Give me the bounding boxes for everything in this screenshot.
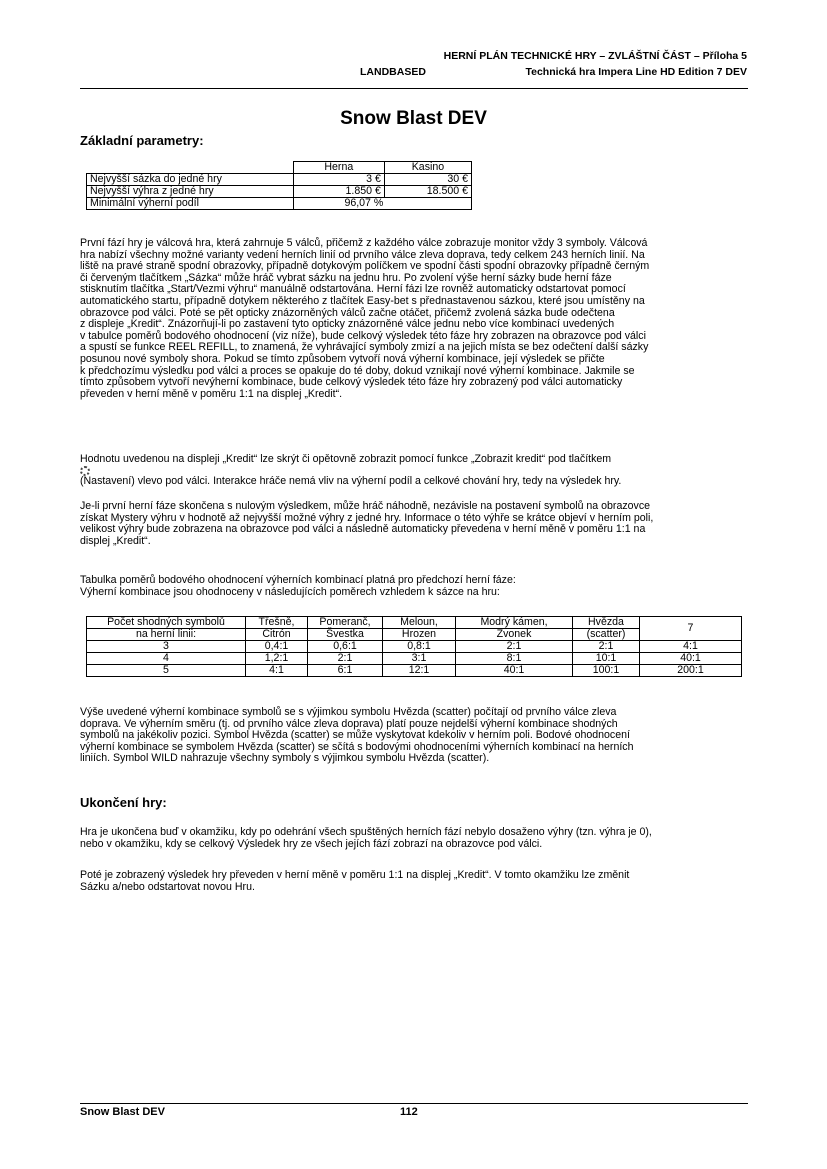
basic-params-heading: Základní parametry:	[80, 133, 204, 148]
paragraph-credit-display: Hodnotu uvedenou na displeji „Kredit“ lze skrýt či opětovně zobrazit pomocí funkce „Zobrazit kredit“ pod tlačítkem (Nastavení) vlevo pod válci. Interakce hráče nemá vliv na výherní podíl a celkové chování hry, tedy na výsledek hry.	[80, 453, 622, 487]
table-row: 5 4:1 6:1 12:1 40:1 100:1 200:1	[87, 665, 742, 677]
paragraph-result-transfer: Poté je zobrazený výsledek hry převeden v herní měně v poměru 1:1 na displej „Kredit“. V tomto okamžiku lze změnit Sázku a/nebo odstartovat novou Hru.	[80, 869, 630, 893]
table-row: 4 1,2:1 2:1 3:1 8:1 10:1 40:1	[87, 653, 742, 665]
table-row: Nejvyšší výhra z jedné hry 1.850 € 18.500 €	[87, 186, 472, 198]
page-title: Snow Blast DEV	[340, 108, 487, 129]
col-kasino: Kasino	[384, 162, 471, 174]
footer-game-name: Snow Blast DEV	[80, 1106, 165, 1118]
table-row: Nejvyšší sázka do jedné hry 3 € 30 €	[87, 174, 472, 186]
paragraph-combination-rules: Výše uvedené výherní kombinace symbolů se s výjimkou symbolu Hvězda (scatter) počítají od prvního válce zleva doprava. Ve výherním směru (tj. od prvního válce zleva doprava) platí pouze nejdelší výherní kombinace shodných symbolů na jakékoliv pozici. Symbol Hvězda (scatter) se může vyskytovat kdekoliv v herním poli. Bodové ohodnocení výherní kombinace se symbolem Hvězda (scatter) se sčítá s bodovými ohodnoceními výherních kombinací na herních liniích. Symbol WILD nahrazuje všechny symboly s výjimkou symbolu Hvězda (scatter).	[80, 706, 634, 765]
header-game-name: Technická hra Impera Line HD Edition 7 DEV	[525, 66, 747, 78]
header-line-1: HERNÍ PLÁN TECHNICKÉ HRY – ZVLÁŠTNÍ ČÁST – Příloha 5	[443, 50, 747, 62]
end-of-game-heading: Ukončení hry:	[80, 795, 167, 810]
basic-params-table	[86, 161, 472, 210]
paragraph-end-of-game: Hra je ukončena buď v okamžiku, kdy po odehrání všech spuštěných herních fází nebylo dosaženo výhry (tzn. výhra je 0), nebo v okamžiku, kdy se celkový Výsledek hry ze všech jejích fází zobrazí na obrazovce pod válci.	[80, 826, 652, 850]
paragraph-paytable-intro: Tabulka poměrů bodového ohodnocení výherních kombinací platná pro předchozí herní fáze: Výherní kombinace jsou ohodnoceny v následujících poměrech vzhledem k sázce na hru:	[80, 574, 516, 598]
footer-rule	[80, 1103, 748, 1104]
page-number: 112	[400, 1106, 418, 1118]
paragraph-mystery: Je-li první herní fáze skončena s nulovým výsledkem, může hráč náhodně, nezávisle na postavení symbolů na obrazovce získat Mystery výhru v hodnotě až nejvyšší možné výhry z jedné hry. Informace o této výhře se krátce objeví v herním poli, velikost výhry bude zobrazena na obrazovce pod válci a následně automaticky převedena v herní měně v poměru 1:1 na displej „Kredit“.	[80, 500, 654, 547]
header-landbased: LANDBASED	[360, 66, 426, 78]
paragraph-game-phase: První fází hry je válcová hra, která zahrnuje 5 válců, přičemž z každého válce zobrazuje monitor vždy 3 symboly. Válcová hra nabízí všechny možné varianty vedení herních linií od prvního válce zleva doprava, tedy celkem 243 herních linií. Na liště na pravé straně spodní obrazovky, případně dotykovým políčkem ve spodní části spodní obrazovky případně černým či červeným tlačítkem „Sázka“ může hráč vybrat sázku na jednu hru. Po zvolení výše herní sázky bude herní fáze stisknutím tlačítka „Start/Vezmi výhru“ manuálně odstartována. Herní fázi lze rovněž automaticky odstartovat pomocí automatického startu, případně dotykem některého z tlačítek Easy-bet s přednastavenou sázkou, které jsou umístěny na obrazovce pod válci. Poté se pět opticky znázorněných válců začne otáčet, přičemž zvolená sázka bude odečtena z displeje „Kredit“. Znázorňují-li po zastavení tyto opticky znázorněné válce jednu nebo více kombinací uvedených v tabulce poměrů bodového ohodnocení (viz níže), bude celkový výsledek této fáze hry zobrazen na obrazovce pod válci a spustí se funkce REEL REFILL, to znamená, že vyhrávající symboly zmizí a na jejich místa se bez odečtení další sázky posunou nové symboly shora. Pokud se tímto způsobem vytvoří nová výherní kombinace, její výsledek se přičte k předchozímu výsledku pod válci a proces se opakuje do té doby, dokud vznikají nové výherní kombinace. Jakmile se tímto způsobem vytvoří nevýherní kombinace, bude celkový výsledek této fáze hry zobrazený pod válci automaticky převeden v herní měně v poměru 1:1 na displej „Kredit“.	[80, 237, 650, 400]
paytable: Počet shodných symbolů Třešně, Pomeranč, Meloun, Modrý kámen, Hvězda 7 na herní linii: Citrón Švestka Hrozen Zvonek (scatter) 3 0,4:1 0,6:1 0,8:1 2:1 2:1 4:1 4 1,2:1 2:1 3:1 8:1 10:1 40:1 5 4:1 6:1 12:1 40:1 100:1 200:1	[86, 616, 742, 677]
header-rule	[80, 88, 748, 89]
col-herna: Herna	[293, 162, 384, 174]
table-row: 3 0,4:1 0,6:1 0,8:1 2:1 2:1 4:1	[87, 641, 742, 653]
table-row: Minimální výherní podíl 96,07 %	[87, 198, 472, 210]
